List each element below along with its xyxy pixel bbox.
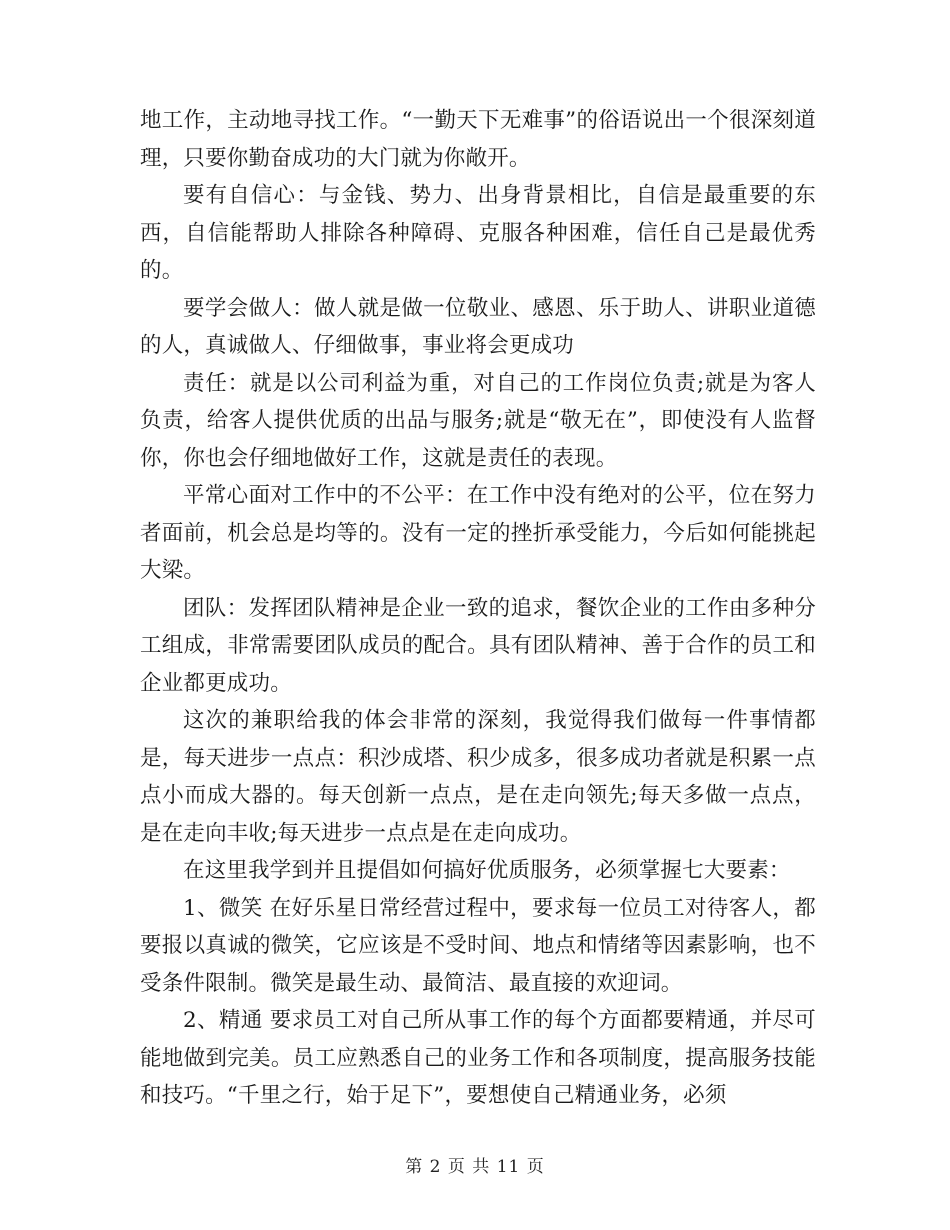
paragraph-be-a-good-person: 要学会做人：做人就是做一位敬业、感恩、乐于助人、讲职业道德的人，真诚做人、仔细做事，事业将会更成功	[140, 295, 816, 358]
document-body	[140, 102, 816, 1115]
paragraph-fairness: 平常心面对工作中的不公平：在工作中没有绝对的公平，位在努力者面前，机会总是均等的。没有一定的挫折承受能力，今后如何能挑起大梁。	[140, 483, 816, 583]
paragraph-experience: 这次的兼职给我的体会非常的深刻，我觉得我们做每一件事情都是，每天进步一点点：积沙成塔、积少成多，很多成功者就是积累一点点小而成大器的。每天创新一点点，是在走向领先;每天多做一点点，是在走向丰收;每天进步一点点是在走向成功。	[140, 708, 816, 846]
paragraph-confidence: 要有自信心：与金钱、势力、出身背景相比，自信是最重要的东西，自信能帮助人排除各种障碍、克服各种困难，信任自己是最优秀的。	[140, 183, 816, 283]
paragraph-smile: 1、微笑 在好乐星日常经营过程中，要求每一位员工对待客人，都要报以真诚的微笑，它应该是不受时间、地点和情绪等因素影响，也不受条件限制。微笑是最生动、最简洁、最直接的欢迎词。	[140, 895, 816, 996]
paragraph-proficiency: 2、精通 要求员工对自己所从事工作的每个方面都要精通，并尽可能地做到完美。员工应熟悉自己的业务工作和各项制度，提高服务技能和技巧。“千里之行，始于足下”，要想使自己精通业务，必须	[140, 1008, 816, 1108]
paragraph-seven-elements: 在这里我学到并且提倡如何搞好优质服务，必须掌握七大要素：	[183, 858, 791, 883]
paragraph-1: 地工作，主动地寻找工作。“一勤天下无难事”的俗语说出一个很深刻道理，只要你勤奋成功的大门就为你敞开。	[140, 108, 816, 171]
paragraph-responsibility: 责任：就是以公司利益为重，对自己的工作岗位负责;就是为客人负责，给客人提供优质的出品与服务;就是“敬无在”，即使没有人监督你，你也会仔细地做好工作，这就是责任的表现。	[140, 370, 816, 471]
paragraph-team: 团队：发挥团队精神是企业一致的追求，餐饮企业的工作由多种分工组成，非常需要团队成员的配合。具有团队精神、善于合作的员工和企业都更成功。	[140, 595, 816, 696]
page-number-footer: 第 2 页 共 11 页	[405, 1157, 545, 1177]
